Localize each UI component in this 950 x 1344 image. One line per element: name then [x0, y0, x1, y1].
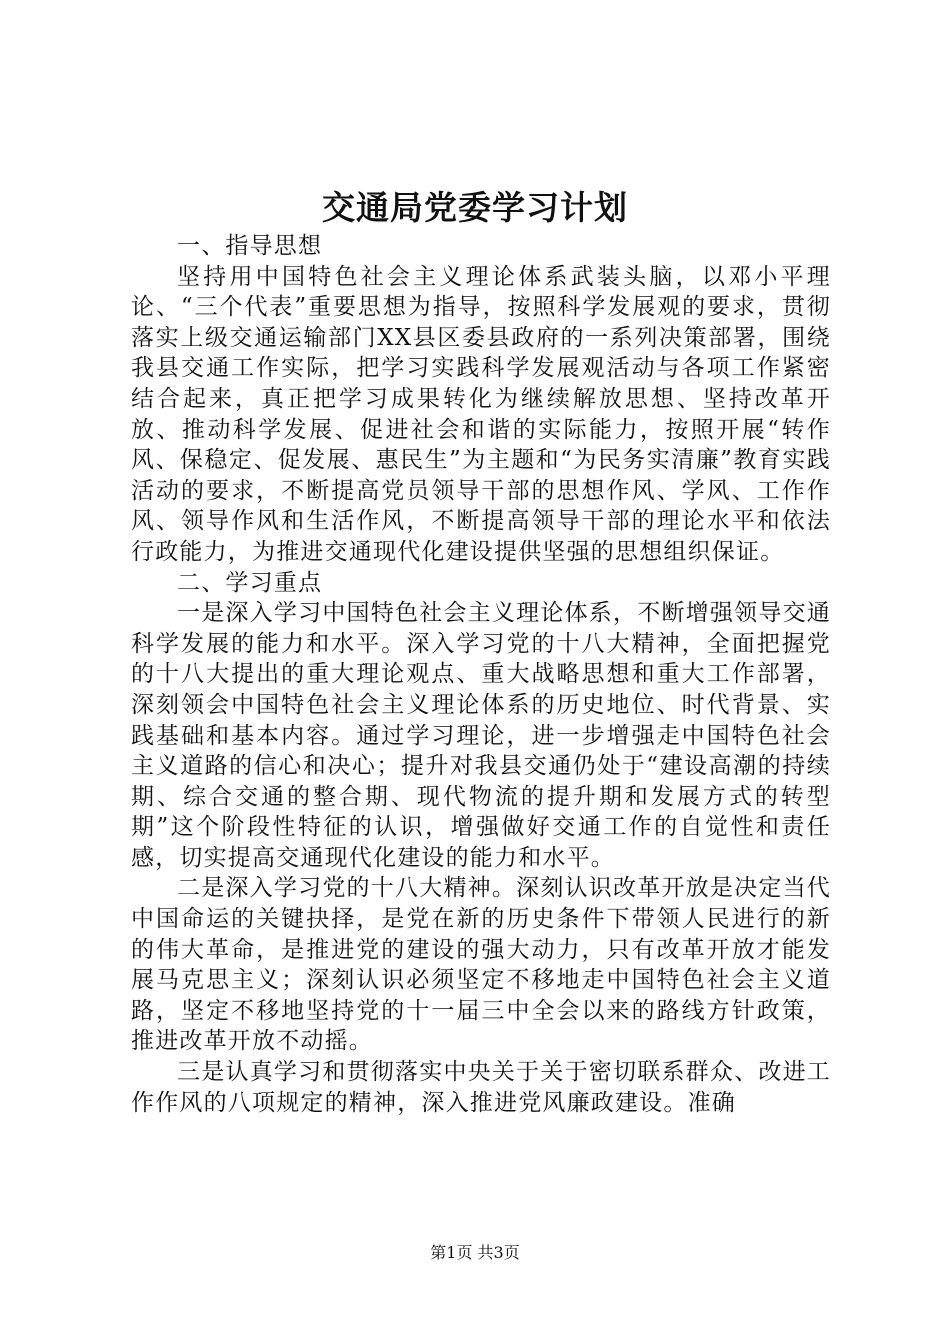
- page-number-footer: 第1页 共3页: [430, 1243, 520, 1262]
- body-paragraph: 二是深入学习党的十八大精神。深刻认识改革开放是决定当代中国命运的关键抉择，是党在新的历史条件下带领人民进行的新的伟大革命，是推进党的建设的强大动力，只有改革开放才能发展马克思主义；深刻认识必须坚定不移地走中国特色社会主义道路，坚定不移地坚持党的十一届三中全会以来的路线方针政策，推进改革开放不动摇。: [131, 875, 831, 1055]
- body-paragraph: 坚持用中国特色社会主义理论体系武装头脑，以邓小平理论、“三个代表”重要思想为指导，按照科学发展观的要求，贯彻落实上级交通运输部门XX县区委县政府的一系列决策部署，围绕我县交通工作实际，把学习实践科学发展观活动与各项工作紧密结合起来，真正把学习成果转化为继续解放思想、坚持改革开放、推动科学发展、促进社会和谐的实际能力，按照开展“转作风、保稳定、促发展、惠民生”为主题和“为民务实清廉”教育实践活动的要求，不断提高党员领导干部的思想作风、学风、工作作风、领导作风和生活作风，不断提高领导干部的理论水平和依法行政能力，为推进交通现代化建设提供坚强的思想组织保证。: [131, 263, 831, 565]
- body-paragraph: 三是认真学习和贯彻落实中央关于关于密切联系群众、改进工作作风的八项规定的精神，深入推进党风廉政建设。准确: [131, 1059, 831, 1116]
- document-body: [131, 231, 831, 1118]
- body-paragraph: 一是深入学习中国特色社会主义理论体系，不断增强领导交通科学发展的能力和水平。深入学习党的十八大精神，全面把握党的十八大提出的重大理论观点、重大战略思想和重大工作部署，深刻领会中国特色社会主义理论体系的历史地位、时代背景、实践基础和基本内容。通过学习理论，进一步增强走中国特色社会主义道路的信心和决心；提升对我县交通仍处于“建设高潮的持续期、综合交通的整合期、现代物流的提升期和发展方式的转型期”这个阶段性特征的认识，增强做好交通工作的自觉性和责任感，切实提高交通现代化建设的能力和水平。: [131, 600, 831, 871]
- section-heading: 一、指导思想: [177, 233, 323, 259]
- document-title: 交通局党委学习计划: [322, 188, 628, 227]
- section-heading: 二、学习重点: [177, 569, 323, 596]
